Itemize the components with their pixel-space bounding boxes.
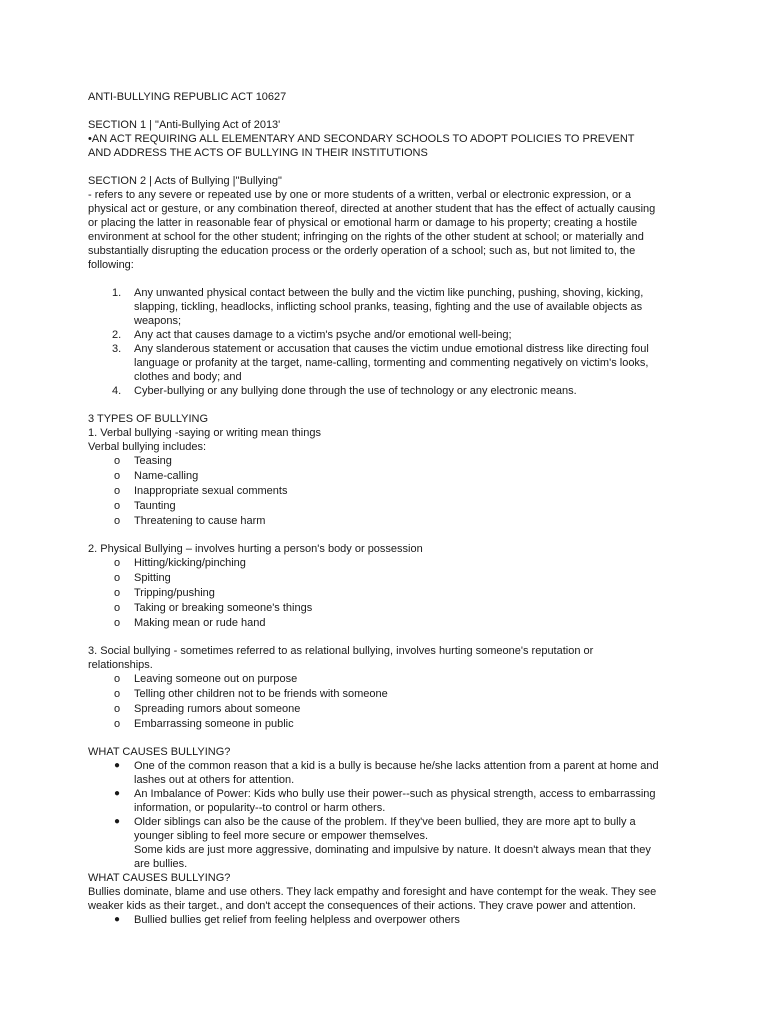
item-text: Any unwanted physical contact between the bully and the victim like punching, pushing, shoving, kicking, <box>134 287 644 299</box>
bullet-icon: ● <box>114 816 121 827</box>
item-text: Tripping/pushing <box>134 587 215 599</box>
item-text: language or profanity at the target, name-calling, tormenting and commenting negatively on victim's looks, <box>134 357 649 369</box>
list-marker: o <box>114 602 121 614</box>
item-text: An Imbalance of Power: Kids who bully use their power--such as physical strength, access to embarrassing <box>134 788 656 800</box>
verbal-list <box>88 454 686 529</box>
item-text: Any slanderous statement or accusation that causes the victim undue emotional distress like directing foul <box>134 343 649 355</box>
list-item <box>88 556 686 571</box>
list-item <box>88 702 686 717</box>
item-text: Name-calling <box>134 470 199 482</box>
item-text: Spreading rumors about someone <box>134 703 301 715</box>
list-item <box>88 469 686 484</box>
list-marker: o <box>114 485 121 497</box>
item-text: Hitting/kicking/pinching <box>134 557 246 569</box>
item-text: Taking or breaking someone's things <box>134 602 313 614</box>
section2-text: - refers to any severe or repeated use by one or more students of a written, verbal or electronic expression, or a <box>88 189 631 201</box>
list-item <box>88 586 686 601</box>
section2-text: physical act or gesture, or any combination thereof, directed at another student that has the effect of actually causing <box>88 203 656 215</box>
list-marker: o <box>114 587 121 599</box>
item-text: Making mean or rude hand <box>134 617 266 629</box>
types-heading: 3 TYPES OF BULLYING <box>88 413 209 425</box>
list-item <box>88 787 686 815</box>
section1-text: •AN ACT REQUIRING ALL ELEMENTARY AND SECONDARY SCHOOLS TO ADOPT POLICIES TO PREVENT <box>88 133 635 145</box>
item-text: younger sibling to feel more secure or empower themselves. <box>134 830 429 842</box>
list-item <box>88 454 686 469</box>
causes-heading: WHAT CAUSES BULLYING? <box>88 746 231 758</box>
item-number: 4. <box>112 385 122 397</box>
document-title: ANTI-BULLYING REPUBLIC ACT 10627 <box>88 91 287 103</box>
item-text: Cyber-bullying or any bullying done through the use of technology or any electronic means. <box>134 385 577 397</box>
verbal-subheading: Verbal bullying includes: <box>88 441 207 453</box>
item-number: 3. <box>112 343 122 355</box>
list-item <box>88 672 686 687</box>
item-text: Embarrassing someone in public <box>134 718 294 730</box>
item-text: Telling other children not to be friends with someone <box>134 688 388 700</box>
list-marker: o <box>114 515 121 527</box>
physical-list <box>88 556 686 631</box>
section2-heading: SECTION 2 | Acts of Bullying |"Bullying" <box>88 175 282 187</box>
section1-text: AND ADDRESS THE ACTS OF BULLYING IN THEIR INSTITUTIONS <box>88 147 428 159</box>
list-marker: o <box>114 673 121 685</box>
list-marker: o <box>114 718 121 730</box>
list-marker: o <box>114 455 121 467</box>
list-item <box>88 815 686 871</box>
item-text: clothes and body; and <box>134 371 242 383</box>
section1-heading: SECTION 1 | "Anti-Bullying Act of 2013' <box>88 119 281 131</box>
list-marker: o <box>114 557 121 569</box>
section2-text: or placing the latter in reasonable fear of physical or emotional harm or damage to his property; creating a hostile <box>88 217 638 229</box>
bullying-acts-list <box>88 286 686 398</box>
list-marker: o <box>114 500 121 512</box>
verbal-heading: 1. Verbal bullying -saying or writing mean things <box>88 427 321 439</box>
list-marker: o <box>114 470 121 482</box>
list-item <box>88 484 686 499</box>
section2-text: substantially disrupting the education process or the orderly operation of a school; such as, but not limited to, the <box>88 245 636 257</box>
item-text: Any act that causes damage to a victim's psyche and/or emotional well-being; <box>134 329 512 341</box>
bullet-icon: ● <box>114 914 121 925</box>
list-item <box>88 328 686 342</box>
list-marker: o <box>114 572 121 584</box>
social-heading: 3. Social bullying - sometimes referred to as relational bullying, involves hurting someone's reputation or <box>88 645 594 657</box>
bullet-icon: ● <box>114 788 121 799</box>
list-item <box>88 342 686 384</box>
list-item <box>88 514 686 529</box>
item-text: are bullies. <box>134 858 188 870</box>
list-item <box>88 687 686 702</box>
item-text: Spitting <box>134 572 171 584</box>
causes-list <box>88 759 686 871</box>
document-content <box>88 90 686 927</box>
item-text: Some kids are just more aggressive, dominating and impulsive by nature. It doesn't always mean that they <box>134 844 651 856</box>
physical-heading: 2. Physical Bullying – involves hurting a person's body or possession <box>88 543 423 555</box>
list-item <box>88 717 686 732</box>
item-text: Older siblings can also be the cause of the problem. If they've been bullied, they are more apt to bully a <box>134 816 636 828</box>
list-marker: o <box>114 688 121 700</box>
item-text: Inappropriate sexual comments <box>134 485 288 497</box>
item-text: One of the common reason that a kid is a bully is because he/she lacks attention from a parent at home and <box>134 760 659 772</box>
causes-heading: WHAT CAUSES BULLYING? <box>88 872 231 884</box>
item-text: Threatening to cause harm <box>134 515 266 527</box>
list-item <box>88 913 686 927</box>
bullet-icon: ● <box>114 760 121 771</box>
list-item <box>88 601 686 616</box>
item-text: Bullied bullies get relief from feeling helpless and overpower others <box>134 914 460 926</box>
item-text: Leaving someone out on purpose <box>134 673 298 685</box>
social-list <box>88 672 686 732</box>
item-text: Teasing <box>134 455 172 467</box>
item-text: weapons; <box>134 315 182 327</box>
list-item <box>88 571 686 586</box>
list-item <box>88 286 686 328</box>
causes-text: Bullies dominate, blame and use others. They lack empathy and foresight and have contempt for the weak. They see <box>88 886 657 898</box>
item-text: slapping, tickling, headlocks, inflicting school pranks, teasing, fighting and the use of available objects as <box>134 301 643 313</box>
item-text: information, or popularity--to control or harm others. <box>134 802 386 814</box>
item-text: lashes out at others for attention. <box>134 774 295 786</box>
social-heading: relationships. <box>88 659 153 671</box>
item-number: 2. <box>112 329 122 341</box>
causes-list-2 <box>88 913 686 927</box>
list-item <box>88 616 686 631</box>
list-item <box>88 499 686 514</box>
item-text: Taunting <box>134 500 176 512</box>
list-marker: o <box>114 703 121 715</box>
item-number: 1. <box>112 287 122 299</box>
list-item <box>88 384 686 398</box>
list-marker: o <box>114 617 121 629</box>
section2-text: following: <box>88 259 134 271</box>
causes-text: weaker kids as their target., and don't accept the consequences of their actions. They crave power and attention. <box>88 900 636 912</box>
list-item <box>88 759 686 787</box>
section2-text: environment at school for the other student; infringing on the rights of the other student at school; or materially and <box>88 231 644 243</box>
